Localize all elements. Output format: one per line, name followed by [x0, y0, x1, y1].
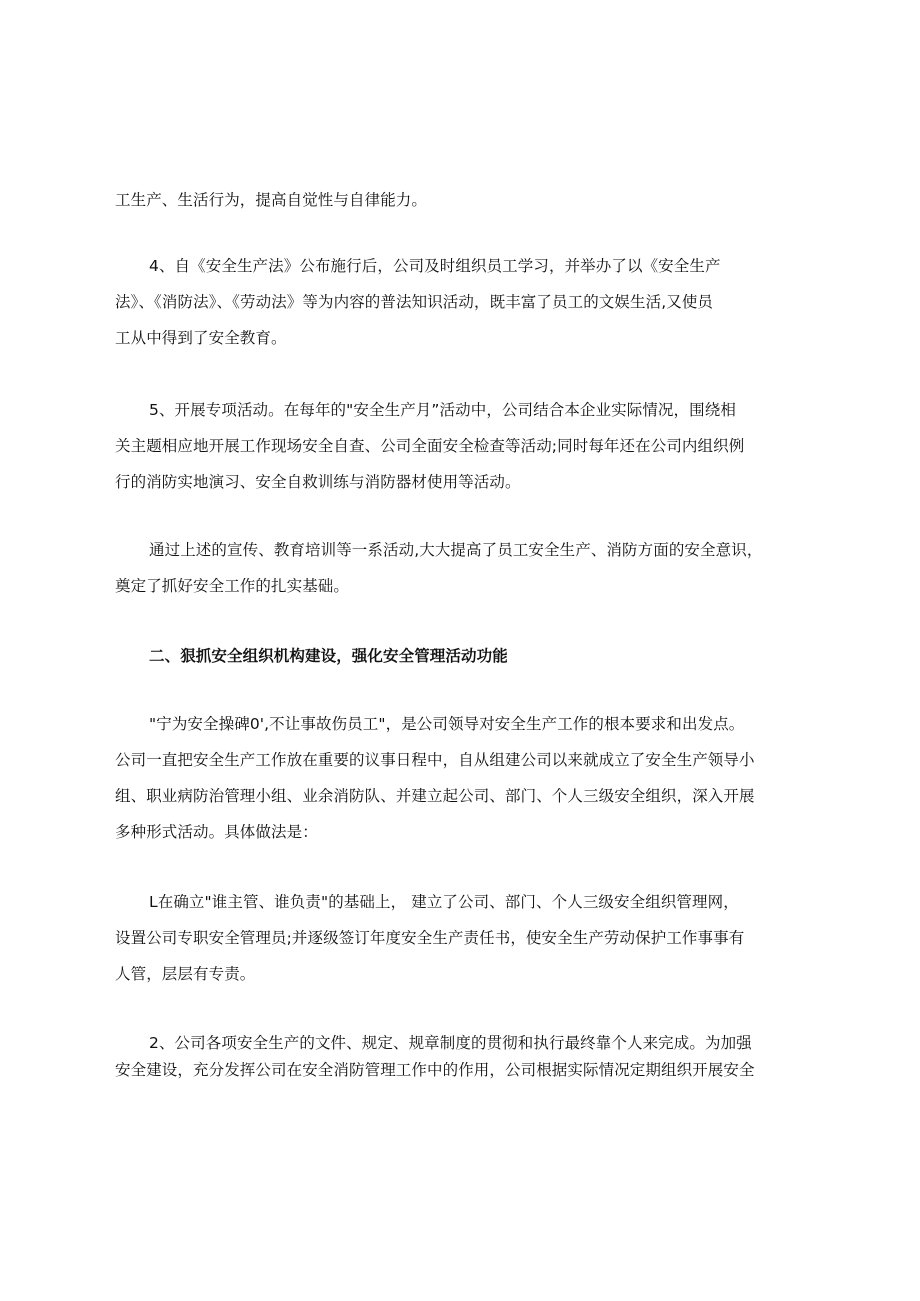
text-line: "宁为安全操碑0',不让事故伤员工"，是公司领导对安全生产工作的根本要求和出发点。: [149, 715, 745, 733]
text-line: 组、职业病防治管理小组、业余消防队、并建立起公司、部门、个人三级安全组织，深入开展: [115, 787, 755, 805]
text-line: 4、自《安全生产法》公布施行后，公司及时组织员工学习，并举办了以《安全生产: [149, 257, 721, 275]
text-line: 公司一直把安全生产工作放在重要的议事日程中，自从组建公司以来就成立了安全生产领导小: [115, 751, 755, 769]
text-line: 多种形式活动。具体做法是：: [115, 823, 318, 841]
paragraph-item-4: [115, 248, 815, 356]
text-line: 工从中得到了安全教育。: [115, 329, 287, 347]
paragraph-item-1: [115, 884, 815, 992]
section-heading: [115, 638, 815, 674]
text-line: 工生产、生活行为，提高自觉性与自律能力。: [115, 191, 428, 209]
text-line: 通过上述的宣传、教育培训等一系活动,大大提高了员工安全生产、消防方面的安全意识，: [149, 541, 763, 559]
heading-text: 二、狠抓安全组织机构建设，强化安全管理活动功能: [149, 647, 508, 665]
paragraph-continuation: [115, 182, 815, 218]
text-line: 法》、《消防法》、《劳动法》等为内容的普法知识活动，既丰富了员工的文娱生活,又使员: [115, 293, 714, 311]
paragraph-summary: [115, 532, 815, 604]
text-line: 行的消防实地演习、安全自救训练与消防器材使用等活动。: [115, 473, 521, 491]
text-line: L在确立"谁主管、谁负责"的基础上， 建立了公司、部门、个人三级安全组织管理网，: [149, 893, 739, 911]
text-line: 2、公司各项安全生产的文件、规定、规章制度的贯彻和执行最终靠个人来完成。为加强: [149, 1034, 752, 1052]
paragraph-item-5: [115, 392, 815, 500]
paragraph-item-2: [115, 1030, 815, 1084]
text-line: 人管，层层有专责。: [115, 965, 256, 983]
text-line: 安全建设，充分发挥公司在安全消防管理工作中的作用，公司根据实际情况定期组织开展安全: [115, 1061, 755, 1079]
text-line: 5、开展专项活动。在每年的"安全生产月”活动中，公司结合本企业实际情况，围绕相: [149, 401, 736, 419]
paragraph-intro: [115, 706, 815, 850]
text-line: 设置公司专职安全管理员;并逐级签订年度安全生产责任书，使安全生产劳动保护工作事事有: [115, 929, 745, 947]
text-line: 奠定了抓好安全工作的扎实基础。: [115, 577, 350, 595]
text-line: 关主题相应地开展工作现场安全自查、公司全面安全检查等活动;同时每年还在公司内组织例: [115, 437, 745, 455]
